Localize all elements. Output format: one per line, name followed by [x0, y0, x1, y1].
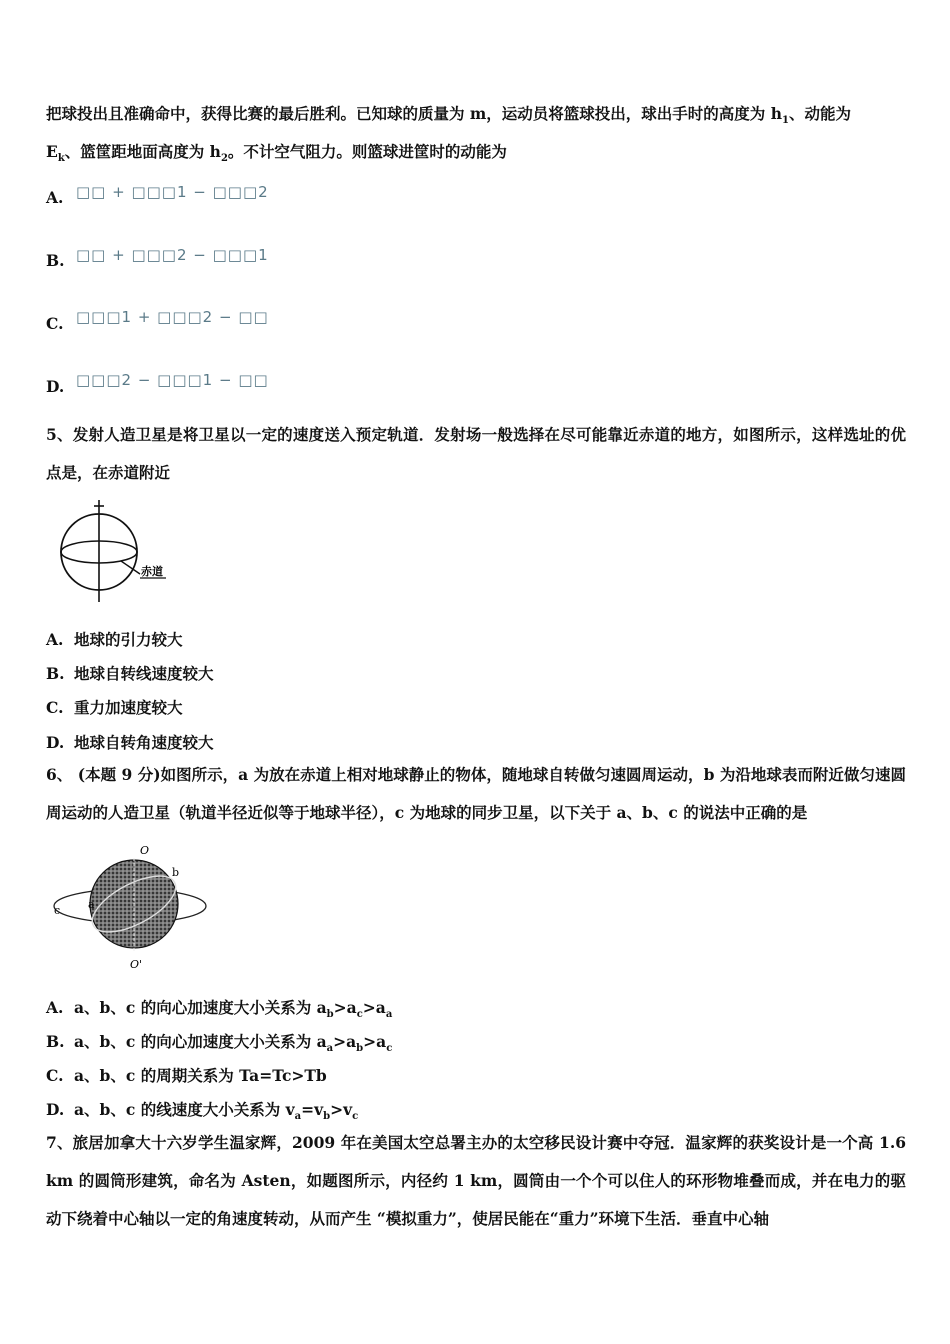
option-text: >a: [362, 998, 386, 1017]
option-text: >a: [363, 1032, 387, 1051]
q4-formula-c: □□□1 + □□□2 − □□: [76, 308, 269, 326]
subscript: a: [385, 1009, 393, 1021]
q4-stem-text-1: 把球投出且准确命中，获得比赛的最后胜利。已知球的质量为 m，运动员将篮球投出，球出手时的高度为 h: [46, 104, 782, 123]
option-text: 地球的引力较大: [74, 630, 183, 649]
option-label: D.: [46, 1100, 65, 1119]
q6-option-b[interactable]: [46, 1030, 392, 1054]
q5-option-a[interactable]: [46, 628, 183, 650]
q4-stem-text-2b: 。不计空气阻力。则篮球进筐时的动能为: [227, 142, 507, 161]
q5-stem: 5、发射人造卫星是将卫星以一定的速度送入预定轨道．发射场一般选择在尽可能靠近赤道的地方，如图所示，这样选址的优点是，在赤道附近: [46, 425, 906, 482]
equator-label: 赤道: [141, 565, 163, 578]
option-text: =v: [301, 1100, 324, 1119]
option-label: A.: [46, 630, 64, 649]
q4-option-c[interactable]: [46, 314, 74, 333]
option-text: a、b、c 的周期关系为 Ta=Tc>Tb: [74, 1066, 327, 1085]
subscript: c: [386, 1043, 393, 1055]
option-text: 地球自转角速度较大: [74, 733, 214, 752]
q6-option-d[interactable]: [46, 1098, 358, 1122]
q6-option-a[interactable]: [46, 996, 392, 1020]
q4-formula-d: □□□2 − □□□1 − □□: [76, 371, 269, 389]
option-text: >a: [333, 1032, 357, 1051]
q4-stem-ek: E: [46, 142, 58, 161]
q6-option-c[interactable]: [46, 1064, 327, 1086]
q4-sub-h1: 1: [781, 115, 789, 127]
subscript: c: [356, 1009, 363, 1021]
option-label: B.: [46, 664, 65, 683]
label-b: b: [172, 866, 180, 879]
q4-sub-h2: 2: [220, 153, 228, 165]
subscript: c: [352, 1111, 359, 1123]
q5-option-b[interactable]: [46, 662, 214, 684]
subscript: b: [326, 1009, 334, 1021]
q4-option-b[interactable]: [46, 251, 74, 270]
option-text: 重力加速度较大: [74, 698, 183, 717]
q4-stem-line1: [46, 102, 851, 126]
option-label: A.: [46, 188, 64, 207]
subscript: b: [323, 1111, 331, 1123]
option-label: C.: [46, 698, 64, 717]
label-o: O: [140, 844, 150, 857]
q7-stem: 7、旅居加拿大十六岁学生温家辉，2009 年在美国太空总署主办的太空移民设计赛中夺冠．温家辉的获奖设计是一个高 1.6 km 的圆筒形建筑，命名为 Asten，如题图所示，内径约 1 km，圆筒由一个个可以住人的环形物堆叠而成，并在电力的驱动下绕着中心轴以一定的角速度转动，从而产生 “模拟重力”，使居民能在“重力”环境下生活．垂直中心轴: [46, 1133, 906, 1228]
q6-earth-figure: [52, 840, 212, 975]
q4-option-a[interactable]: [46, 188, 74, 207]
label-o-prime: O': [130, 958, 143, 971]
subscript: b: [356, 1043, 364, 1055]
q4-formula-a: □□ + □□□1 − □□□2: [76, 183, 269, 201]
q5-option-d[interactable]: [46, 731, 214, 753]
q4-stem-text-2: 、篮筐距地面高度为 h: [64, 142, 221, 161]
option-text: >v: [330, 1100, 353, 1119]
label-a: a: [88, 898, 95, 911]
option-label: C.: [46, 1066, 64, 1085]
option-label: A.: [46, 998, 64, 1017]
q4-formula-b: □□ + □□□2 − □□□1: [76, 246, 269, 264]
q4-sub-k: k: [57, 153, 65, 165]
option-label: C.: [46, 314, 64, 333]
q4-stem-text-1b: 、动能为: [788, 104, 851, 123]
option-label: D.: [46, 377, 65, 396]
q6-stem: 6、 (本题 9 分)如图所示，a 为放在赤道上相对地球静止的物体，随地球自转做匀速圆周运动，b 为沿地球表而附近做匀速圆周运动的人造卫星（轨道半径近似等于地球半径），c 为地球的同步卫星，以下关于 a、b、c 的说法中正确的是: [46, 765, 906, 822]
option-label: B.: [46, 251, 65, 270]
q4-stem-line2: [46, 140, 507, 164]
option-text: a、b、c 的向心加速度大小关系为 a: [74, 998, 327, 1017]
subscript: a: [326, 1043, 334, 1055]
option-text: 地球自转线速度较大: [74, 664, 214, 683]
q5-option-c[interactable]: [46, 696, 183, 718]
option-label: B.: [46, 1032, 65, 1051]
subscript: a: [294, 1111, 302, 1123]
q5-earth-figure: [52, 498, 177, 604]
q4-option-d[interactable]: [46, 377, 74, 396]
option-text: a、b、c 的线速度大小关系为 v: [74, 1100, 295, 1119]
option-text: a、b、c 的向心加速度大小关系为 a: [74, 1032, 327, 1051]
label-c: c: [54, 904, 61, 917]
option-label: D.: [46, 733, 65, 752]
option-text: >a: [333, 998, 357, 1017]
